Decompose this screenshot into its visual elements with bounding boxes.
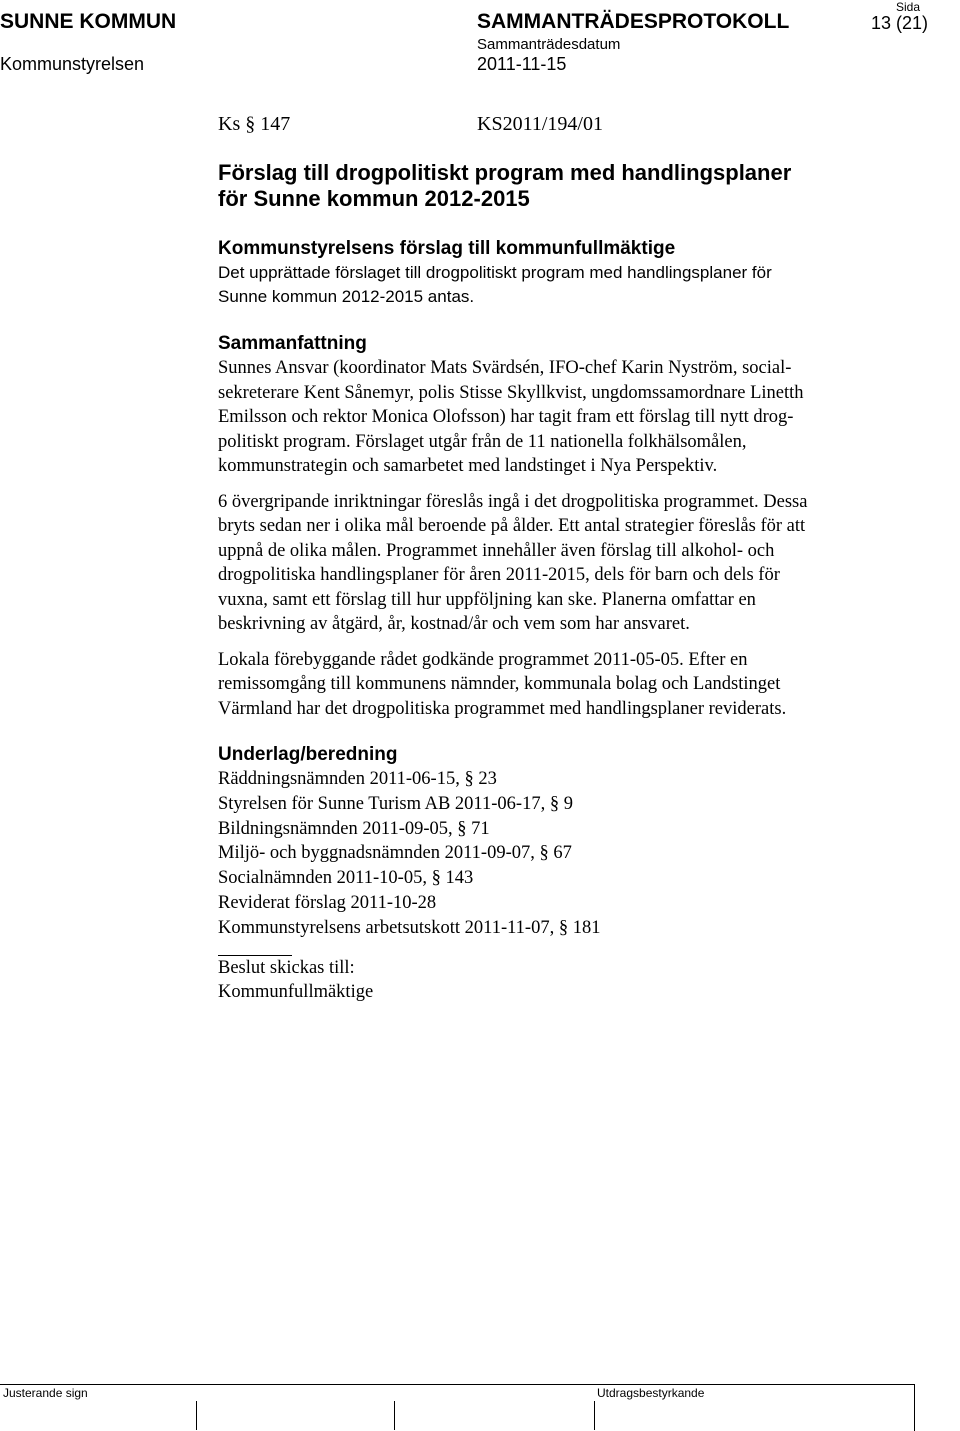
basis-list: [218, 767, 898, 941]
org-name: SUNNE KOMMUN: [0, 10, 177, 33]
text-line: Värmland har det drogpolitiska programmet med handlingsplaner reviderats.: [218, 698, 787, 719]
text-line: bryts sedan ner i olika mål beroende på ålder. Ett antal strategier föreslås för att: [218, 516, 806, 536]
dispatch-recipient: Kommunfullmäktige: [218, 982, 374, 1003]
list-item: Bildningsnämnden 2011-09-05, § 71: [218, 818, 490, 839]
text-line: Emilsson och rektor Monica Olofsson) har tagit fram ett förslag till nytt drog-: [218, 407, 794, 427]
summary-paragraph-3: [218, 648, 898, 722]
text-line: Sunne kommun 2012-2015 antas.: [218, 287, 475, 306]
page-number: 13 (21): [871, 13, 929, 33]
text-line: uppnå de olika målen. Programmet innehåller även förslag till alkohol- och: [218, 540, 775, 561]
list-item: Reviderat förslag 2011-10-28: [218, 892, 437, 913]
meeting-date-label: Sammanträdesdatum: [477, 36, 621, 53]
text-line: vuxna, samt ett förslag till hur uppföljning kan ske. Planerna omfattar en: [218, 589, 756, 610]
text-line: Lokala förebyggande rådet godkände programmet 2011-05-05. Efter en: [218, 649, 748, 670]
list-item: Socialnämnden 2011-10-05, § 143: [218, 868, 474, 889]
text-line: remissomgång till kommunens nämnder, kommunala bolag och Landstinget: [218, 674, 781, 694]
dispatch-label: Beslut skickas till:: [218, 957, 355, 978]
signature-label: Justerande sign: [3, 1386, 88, 1400]
signature-box-divider: [196, 1401, 197, 1430]
text-line: Sunnes Ansvar (koordinator Mats Svärdsén, IFO-chef Karin Nyström, social-: [218, 358, 792, 378]
basis-heading: Underlag/beredning: [218, 744, 398, 765]
proposal-section: [218, 237, 898, 309]
text-line: politiskt program. Förslaget utgår från de 11 nationella folkhälsomålen,: [218, 431, 747, 452]
text-line: 6 övergripande inriktningar föreslås ingå i det drogpolitiska programmet. Dessa: [218, 491, 808, 512]
list-item: Styrelsen för Sunne Turism AB 2011-06-17, § 9: [218, 793, 573, 814]
text-line: drogpolitiska handlingsplaner för åren 2011-2015, dels för barn och dels för: [218, 565, 780, 585]
signature-box-divider: [594, 1401, 595, 1430]
page-title: [218, 160, 898, 212]
text-line: Det upprättade förslaget till drogpolitiskt program med handlingsplaner för: [218, 263, 772, 282]
page-label: Sida: [896, 0, 921, 14]
text-line: sekreterare Kent Sånemyr, polis Stisse Skyllkvist, ungdomssamordnare Linetth: [218, 382, 804, 403]
document-body: [218, 113, 898, 1005]
department-name: Kommunstyrelsen: [0, 54, 145, 74]
reference-line: [218, 113, 898, 140]
list-item: Kommunstyrelsens arbetsutskott 2011-11-07, § 181: [218, 917, 601, 938]
text-line: beskrivning av åtgärd, år, kostnad/år och vem som har ansvaret.: [218, 614, 690, 634]
extract-label: Utdragsbestyrkande: [597, 1386, 705, 1400]
page-title-line: Förslag till drogpolitiskt program med handlingsplaner: [218, 160, 792, 185]
text-line: kommunstrategin och samarbetet med landstinget i Nya Perspektiv.: [218, 456, 718, 476]
meeting-date: 2011-11-15: [477, 54, 567, 74]
list-item: Miljö- och byggnadsnämnden 2011-09-07, § 67: [218, 843, 572, 864]
summary-paragraph-2: [218, 490, 898, 637]
proposal-heading: Kommunstyrelsens förslag till kommunfullmäktige: [218, 238, 676, 259]
case-number: KS2011/194/01: [477, 113, 603, 135]
summary-heading: Sammanfattning: [218, 333, 367, 354]
proposal-text: [218, 261, 898, 309]
list-item: Räddningsnämnden 2011-06-15, § 23: [218, 769, 497, 789]
document-title: SAMMANTRÄDESPROTOKOLL: [477, 10, 790, 33]
signature-box-divider: [394, 1401, 395, 1430]
paragraph-number: Ks § 147: [218, 113, 291, 135]
page-title-line: för Sunne kommun 2012-2015: [218, 186, 530, 211]
summary-paragraph-1: [218, 356, 898, 479]
signature-footer: [0, 1384, 915, 1431]
summary-section: [218, 332, 898, 721]
basis-section: [218, 743, 898, 941]
